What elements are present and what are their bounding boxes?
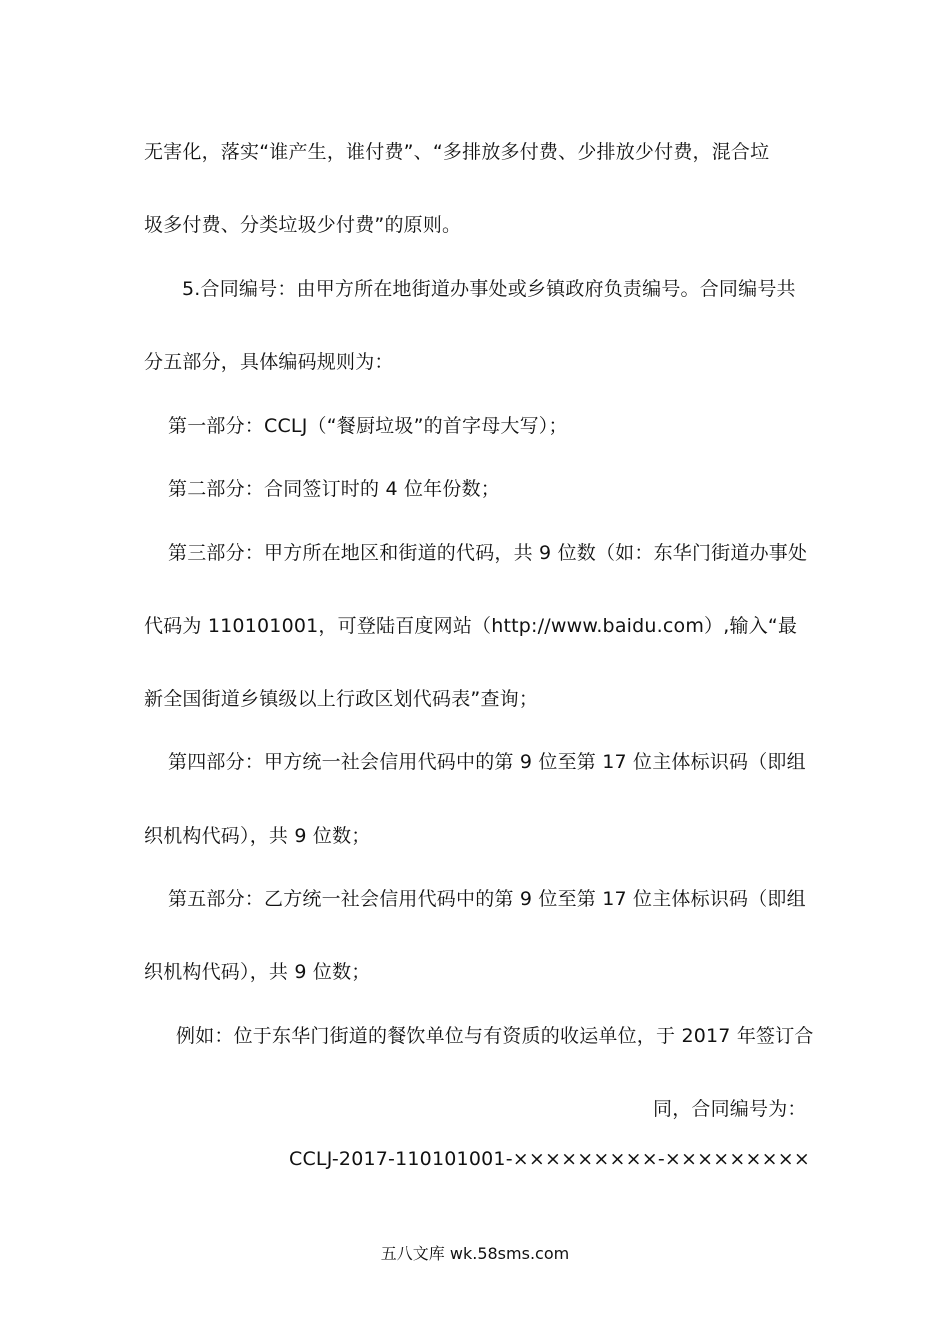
body-text-line: 新全国街道乡镇级以上行政区划代码表”查询； [144, 688, 539, 710]
body-text-line: 圾多付费、分类垃圾少付费”的原则。 [144, 214, 462, 236]
body-text-line: 织机构代码），共 9 位数； [144, 825, 371, 847]
contract-number-example: CCLJ-2017-110101001-×××××××××-××××××××× [289, 1148, 810, 1170]
body-text-line: 5.合同编号：由甲方所在地街道办事处或乡镇政府负责编号。合同编号共 [182, 278, 796, 300]
body-text-line: 例如：位于东华门街道的餐饮单位与有资质的收运单位，于 2017 年签订合 [176, 1025, 814, 1047]
body-text-line: 代码为 110101001，可登陆百度网站（http://www.baidu.com）,输入“最 [144, 615, 798, 637]
body-text-line: 第三部分：甲方所在地区和街道的代码，共 9 位数（如：东华门街道办事处 [168, 542, 808, 564]
body-text-line: 同，合同编号为： [653, 1098, 807, 1120]
body-text-line: 无害化，落实“谁产生，谁付费”、“多排放多付费、少排放少付费，混合垃 [144, 141, 770, 163]
body-text-line: 织机构代码），共 9 位数； [144, 961, 371, 983]
body-text-line: 第五部分：乙方统一社会信用代码中的第 9 位至第 17 位主体标识码（即组 [168, 888, 806, 910]
body-text-line: 分五部分，具体编码规则为： [144, 351, 394, 373]
footer-watermark: 五八文库 wk.58sms.com [380, 1244, 570, 1263]
body-text-line: 第一部分：CCLJ（“餐厨垃圾”的首字母大写）； [168, 415, 568, 437]
body-text-line: 第四部分：甲方统一社会信用代码中的第 9 位至第 17 位主体标识码（即组 [168, 751, 806, 773]
body-text-line: 第二部分：合同签订时的 4 位年份数； [168, 478, 500, 500]
